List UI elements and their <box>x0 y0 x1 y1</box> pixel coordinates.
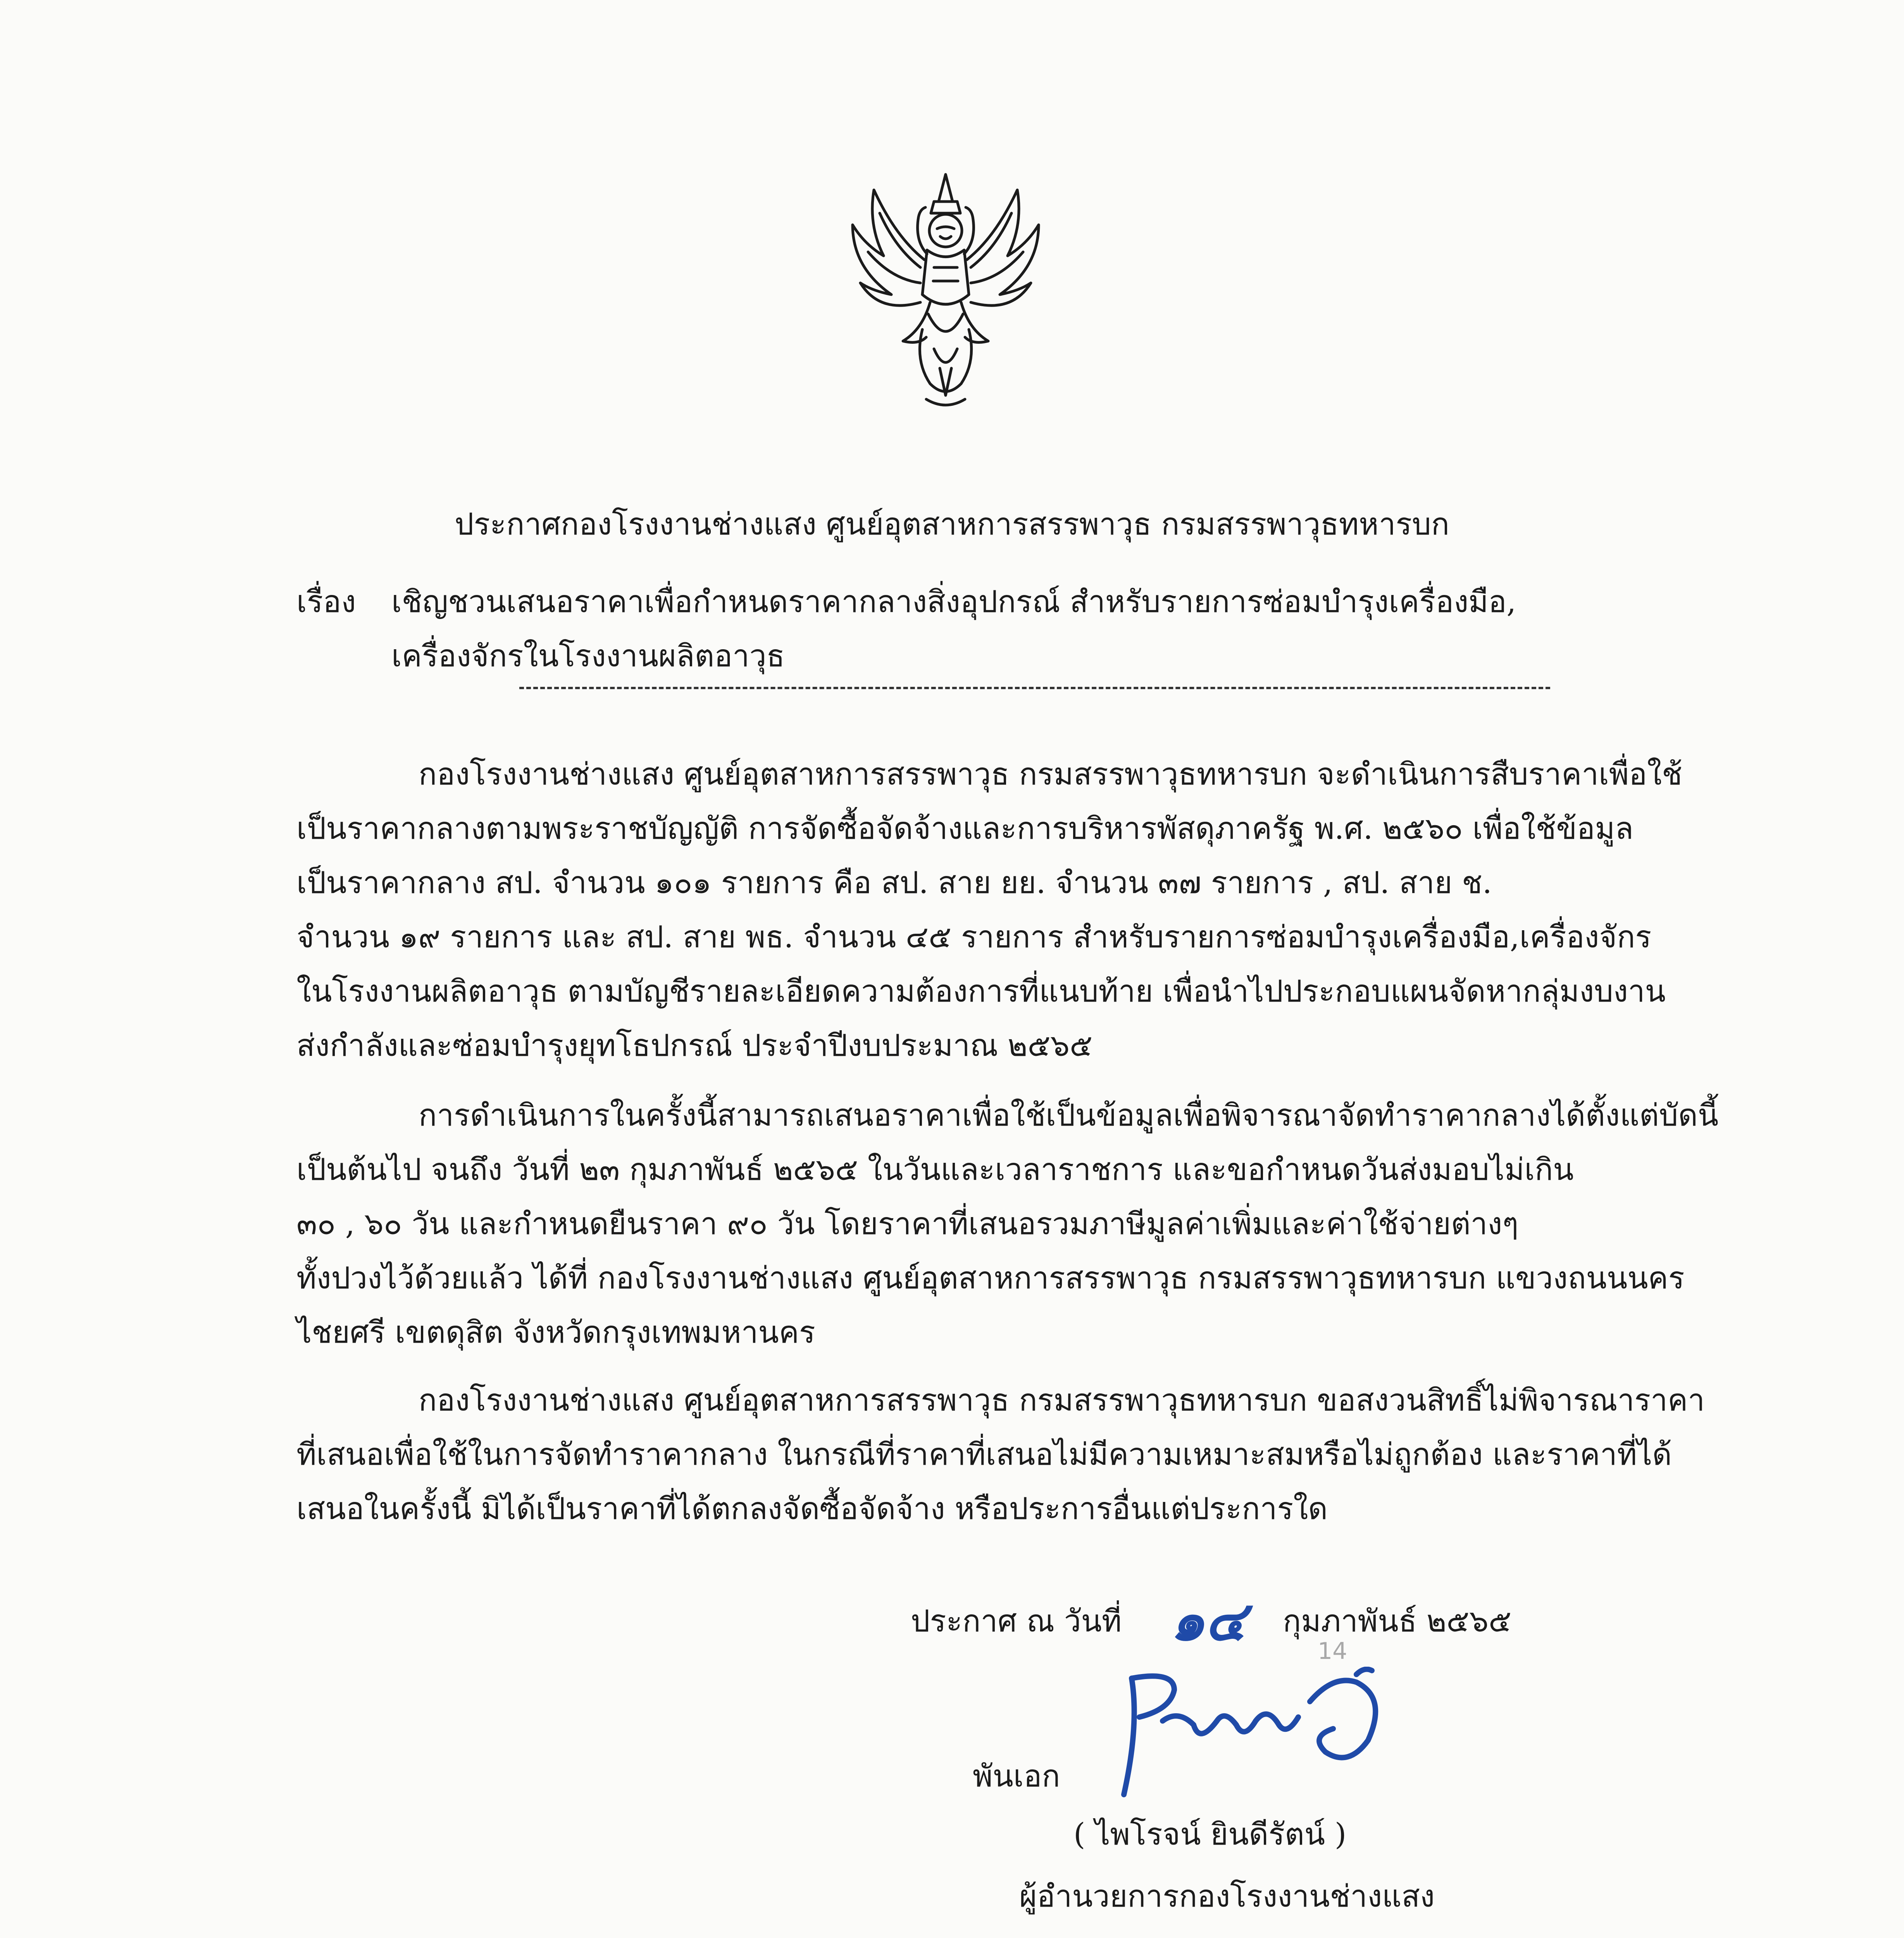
paragraph-1-line: ในโรงงานผลิตอาวุธ ตามบัญชีรายละเอียดความต้องการที่แนบท้าย เพื่อนำไปประกอบแผนจัดหากลุ่มงบงาน <box>296 974 1666 1009</box>
announcement-title: ประกาศกองโรงงานช่างแสง ศูนย์อุตสาหการสรรพาวุธ กรมสรรพาวุธทหารบก <box>454 507 1450 542</box>
subject-label: เรื่อง <box>296 585 356 619</box>
date-label: ประกาศ ณ วันที่ <box>911 1604 1122 1639</box>
paragraph-3-line: ที่เสนอเพื่อใช้ในการจัดทำราคากลาง ในกรณีที่ราคาที่เสนอไม่มีความเหมาะสมหรือไม่ถูกต้อง และราคาที่ได้ <box>296 1437 1672 1472</box>
paragraph-2-line: ๓๐ , ๖๐ วัน และกำหนดยืนราคา ๙๐ วัน โดยราคาที่เสนอรวมภาษีมูลค่าเพิ่มและค่าใช้จ่ายต่างๆ <box>296 1207 1519 1241</box>
signer-position-line-2 <box>903 1934 1526 1938</box>
signer-position-line-1: ผู้อำนวยการกองโรงงานช่างแสง <box>1019 1879 1435 1914</box>
signature-icon <box>1116 1667 1395 1806</box>
date-day-handwritten: ๑๔ <box>1170 1590 1246 1653</box>
paragraph-2-line: เป็นต้นไป จนถึง วันที่ ๒๓ กุมภาพันธ์ ๒๕๖๕ ในวันและเวลาราชการ และขอกำหนดวันส่งมอบไม่เกิน <box>296 1152 1574 1187</box>
paragraph-1-line: จำนวน ๑๙ รายการ และ สป. สาย พธ. จำนวน ๔๕ รายการ สำหรับรายการซ่อมบำรุงเครื่องมือ,เครื่องจักร <box>296 920 1652 955</box>
subject-line-1: เชิญชวนเสนอราคาเพื่อกำหนดราคากลางสิ่งอุปกรณ์ สำหรับรายการซ่อมบำรุงเครื่องมือ, <box>391 585 1516 619</box>
paragraph-2-line: ทั้งปวงไว้ด้วยแล้ว ได้ที่ กองโรงงานช่างแสง ศูนย์อุตสาหการสรรพาวุธ กรมสรรพาวุธทหารบก แขวงถนนนคร <box>296 1261 1685 1296</box>
paragraph-3-line: เสนอในครั้งนี้ มิได้เป็นราคาที่ได้ตกลงจัดซื้อจัดจ้าง หรือประการอื่นแต่ประการใด <box>296 1491 1328 1526</box>
paragraph-2-line: ไชยศรี เขตดุสิต จังหวัดกรุงเทพมหานคร <box>296 1315 815 1350</box>
paragraph-2-line: การดำเนินการในครั้งนี้สามารถเสนอราคาเพื่อใช้เป็นข้อมูลเพื่อพิจารณาจัดทำราคากลางได้ตั้งแต่บัดนี้ <box>419 1098 1719 1133</box>
paragraph-3-line: กองโรงงานช่างแสง ศูนย์อุตสาหการสรรพาวุธ กรมสรรพาวุธทหารบก ขอสงวนสิทธิ์ไม่พิจารณาราคา <box>419 1383 1705 1418</box>
paragraph-1-line: เป็นราคากลางตามพระราชบัญญัติ การจัดซื้อจัดจ้างและการบริหารพัสดุภาครัฐ พ.ศ. ๒๕๖๐ เพื่อใช้ข้อมูล <box>296 811 1633 846</box>
paragraph-1-line: กองโรงงานช่างแสง ศูนย์อุตสาหการสรรพาวุธ กรมสรรพาวุธทหารบก จะดำเนินการสืบราคาเพื่อใช้ <box>419 757 1683 792</box>
subject-line-2: เครื่องจักรในโรงงานผลิตอาวุธ <box>391 639 785 674</box>
garuda-emblem-icon <box>837 167 1054 415</box>
paragraph-1-line: เป็นราคากลาง สป. จำนวน ๑๐๑ รายการ คือ สป. สาย ยย. จำนวน ๓๗ รายการ , สป. สาย ช. <box>296 866 1492 900</box>
dashed-divider <box>519 687 1550 689</box>
signer-rank: พันเอก <box>973 1759 1060 1794</box>
date-month-year: กุมภาพันธ์ ๒๕๖๕ <box>1283 1604 1511 1639</box>
pencil-note: 14 <box>1318 1638 1347 1665</box>
signer-name: ( ไพโรจน์ ยินดีรัตน์ ) <box>1073 1817 1347 1852</box>
paragraph-1-line: ส่งกำลังและซ่อมบำรุงยุทโธปกรณ์ ประจำปีงบประมาณ ๒๕๖๕ <box>296 1028 1093 1063</box>
